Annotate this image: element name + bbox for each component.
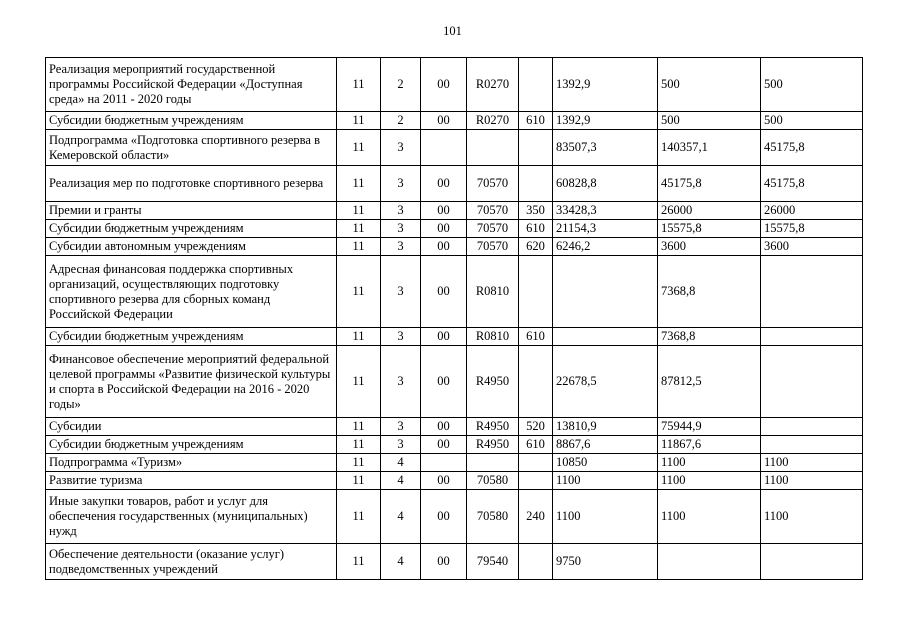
- row-amount-3: 1100: [761, 472, 863, 490]
- row-amount-3: 45175,8: [761, 166, 863, 202]
- row-section: 11: [337, 544, 381, 580]
- row-expense-type: 610: [519, 436, 553, 454]
- row-expense-type: [519, 166, 553, 202]
- row-name: Адресная финансовая поддержка спортивных организаций, осуществляющих подготовку спортивного резерва для сборных команд Российской Федерации: [46, 256, 337, 328]
- row-target-article: 70570: [467, 220, 519, 238]
- row-expense-type: 620: [519, 238, 553, 256]
- row-target-article: 70580: [467, 472, 519, 490]
- budget-table: [45, 57, 863, 580]
- row-target-article: 70570: [467, 202, 519, 220]
- row-amount-1: [553, 256, 658, 328]
- table-row: [46, 454, 863, 472]
- row-amount-1: 22678,5: [553, 346, 658, 418]
- row-section: 11: [337, 112, 381, 130]
- row-target-article: R4950: [467, 418, 519, 436]
- row-amount-1: 1100: [553, 490, 658, 544]
- row-amount-3: [761, 418, 863, 436]
- row-section: 11: [337, 346, 381, 418]
- row-program-code: 00: [421, 220, 467, 238]
- row-amount-3: 1100: [761, 454, 863, 472]
- row-program-code: 00: [421, 418, 467, 436]
- row-target-article: R0270: [467, 112, 519, 130]
- table-row: [46, 544, 863, 580]
- row-amount-3: [761, 544, 863, 580]
- row-section: 11: [337, 472, 381, 490]
- row-amount-2: 1100: [658, 490, 761, 544]
- row-program-code: 00: [421, 490, 467, 544]
- row-amount-1: [553, 328, 658, 346]
- row-subsection: 4: [381, 472, 421, 490]
- row-section: 11: [337, 418, 381, 436]
- row-target-article: R4950: [467, 436, 519, 454]
- row-name: Субсидии автономным учреждениям: [46, 238, 337, 256]
- row-section: 11: [337, 454, 381, 472]
- table-row: [46, 166, 863, 202]
- row-subsection: 3: [381, 220, 421, 238]
- row-name: Иные закупки товаров, работ и услуг для обеспечения государственных (муниципальных) нужд: [46, 490, 337, 544]
- row-section: 11: [337, 328, 381, 346]
- row-amount-1: 13810,9: [553, 418, 658, 436]
- row-amount-1: 10850: [553, 454, 658, 472]
- row-section: 11: [337, 490, 381, 544]
- row-expense-type: [519, 346, 553, 418]
- row-name: Финансовое обеспечение мероприятий федеральной целевой программы «Развитие физической культуры и спорта в Российской Федерации на 2016 - 2020 годы»: [46, 346, 337, 418]
- table-row: [46, 346, 863, 418]
- row-amount-3: [761, 436, 863, 454]
- row-subsection: 3: [381, 166, 421, 202]
- row-amount-2: 7368,8: [658, 256, 761, 328]
- row-program-code: 00: [421, 202, 467, 220]
- row-program-code: 00: [421, 436, 467, 454]
- table-row: [46, 418, 863, 436]
- row-target-article: [467, 130, 519, 166]
- row-section: 11: [337, 238, 381, 256]
- row-name: Субсидии бюджетным учреждениям: [46, 220, 337, 238]
- row-name: Субсидии бюджетным учреждениям: [46, 328, 337, 346]
- row-subsection: 3: [381, 202, 421, 220]
- row-amount-1: 83507,3: [553, 130, 658, 166]
- row-section: 11: [337, 58, 381, 112]
- row-amount-1: 9750: [553, 544, 658, 580]
- row-amount-2: 75944,9: [658, 418, 761, 436]
- row-name: Обеспечение деятельности (оказание услуг) подведомственных учреждений: [46, 544, 337, 580]
- row-subsection: 3: [381, 238, 421, 256]
- row-amount-3: [761, 346, 863, 418]
- row-amount-3: 15575,8: [761, 220, 863, 238]
- row-target-article: 70570: [467, 238, 519, 256]
- page-number: 101: [443, 24, 462, 38]
- row-expense-type: [519, 58, 553, 112]
- row-amount-3: [761, 256, 863, 328]
- row-expense-type: [519, 454, 553, 472]
- table-row: [46, 202, 863, 220]
- table-body: [46, 58, 863, 580]
- row-subsection: 4: [381, 454, 421, 472]
- row-subsection: 3: [381, 418, 421, 436]
- row-program-code: [421, 454, 467, 472]
- row-name: Развитие туризма: [46, 472, 337, 490]
- row-program-code: 00: [421, 58, 467, 112]
- row-amount-1: 1100: [553, 472, 658, 490]
- row-amount-3: [761, 328, 863, 346]
- row-amount-3: 500: [761, 58, 863, 112]
- row-program-code: 00: [421, 112, 467, 130]
- row-target-article: 70570: [467, 166, 519, 202]
- row-target-article: R0270: [467, 58, 519, 112]
- row-target-article: R0810: [467, 328, 519, 346]
- row-amount-2: 7368,8: [658, 328, 761, 346]
- row-expense-type: 350: [519, 202, 553, 220]
- row-subsection: 3: [381, 130, 421, 166]
- row-amount-2: 15575,8: [658, 220, 761, 238]
- row-expense-type: [519, 544, 553, 580]
- row-program-code: 00: [421, 472, 467, 490]
- table-row: [46, 328, 863, 346]
- row-amount-2: 140357,1: [658, 130, 761, 166]
- row-subsection: 3: [381, 256, 421, 328]
- row-expense-type: 610: [519, 220, 553, 238]
- row-name: Субсидии бюджетным учреждениям: [46, 436, 337, 454]
- row-name: Премии и гранты: [46, 202, 337, 220]
- row-amount-3: 1100: [761, 490, 863, 544]
- row-program-code: 00: [421, 544, 467, 580]
- row-amount-1: 21154,3: [553, 220, 658, 238]
- row-section: 11: [337, 436, 381, 454]
- row-amount-3: 500: [761, 112, 863, 130]
- table-row: [46, 490, 863, 544]
- row-program-code: 00: [421, 256, 467, 328]
- row-target-article: R0810: [467, 256, 519, 328]
- row-amount-2: 1100: [658, 454, 761, 472]
- row-program-code: 00: [421, 166, 467, 202]
- table-row: [46, 58, 863, 112]
- row-target-article: 70580: [467, 490, 519, 544]
- table-row: [46, 436, 863, 454]
- row-section: 11: [337, 256, 381, 328]
- row-amount-1: 60828,8: [553, 166, 658, 202]
- row-expense-type: [519, 472, 553, 490]
- row-name: Подпрограмма «Туризм»: [46, 454, 337, 472]
- row-expense-type: 610: [519, 112, 553, 130]
- row-expense-type: 520: [519, 418, 553, 436]
- row-section: 11: [337, 166, 381, 202]
- row-amount-2: 11867,6: [658, 436, 761, 454]
- table-row: [46, 112, 863, 130]
- row-subsection: 3: [381, 346, 421, 418]
- row-amount-2: 1100: [658, 472, 761, 490]
- row-name: Реализация мероприятий государственной программы Российской Федерации «Доступная среда» на 2011 - 2020 годы: [46, 58, 337, 112]
- row-amount-3: 45175,8: [761, 130, 863, 166]
- row-expense-type: [519, 256, 553, 328]
- row-amount-1: 33428,3: [553, 202, 658, 220]
- row-amount-2: [658, 544, 761, 580]
- row-amount-1: 1392,9: [553, 58, 658, 112]
- row-amount-2: 45175,8: [658, 166, 761, 202]
- row-section: 11: [337, 130, 381, 166]
- row-subsection: 2: [381, 112, 421, 130]
- row-target-article: 79540: [467, 544, 519, 580]
- row-name: Подпрограмма «Подготовка спортивного резерва в Кемеровской области»: [46, 130, 337, 166]
- row-target-article: R4950: [467, 346, 519, 418]
- table-row: [46, 472, 863, 490]
- row-subsection: 3: [381, 328, 421, 346]
- row-target-article: [467, 454, 519, 472]
- row-expense-type: [519, 130, 553, 166]
- row-amount-2: 500: [658, 112, 761, 130]
- row-amount-2: 87812,5: [658, 346, 761, 418]
- row-section: 11: [337, 202, 381, 220]
- table-row: [46, 220, 863, 238]
- table-row: [46, 238, 863, 256]
- row-name: Субсидии: [46, 418, 337, 436]
- row-amount-1: 6246,2: [553, 238, 658, 256]
- row-amount-2: 3600: [658, 238, 761, 256]
- row-name: Субсидии бюджетным учреждениям: [46, 112, 337, 130]
- row-amount-2: 500: [658, 58, 761, 112]
- row-name: Реализация мер по подготовке спортивного резерва: [46, 166, 337, 202]
- row-amount-3: 3600: [761, 238, 863, 256]
- row-expense-type: 240: [519, 490, 553, 544]
- table-row: [46, 130, 863, 166]
- row-amount-2: 26000: [658, 202, 761, 220]
- row-amount-1: 1392,9: [553, 112, 658, 130]
- row-program-code: 00: [421, 238, 467, 256]
- row-program-code: 00: [421, 346, 467, 418]
- row-amount-3: 26000: [761, 202, 863, 220]
- row-program-code: 00: [421, 328, 467, 346]
- row-subsection: 2: [381, 58, 421, 112]
- row-subsection: 4: [381, 490, 421, 544]
- table-row: [46, 256, 863, 328]
- row-amount-1: 8867,6: [553, 436, 658, 454]
- row-subsection: 3: [381, 436, 421, 454]
- row-program-code: [421, 130, 467, 166]
- row-section: 11: [337, 220, 381, 238]
- row-subsection: 4: [381, 544, 421, 580]
- row-expense-type: 610: [519, 328, 553, 346]
